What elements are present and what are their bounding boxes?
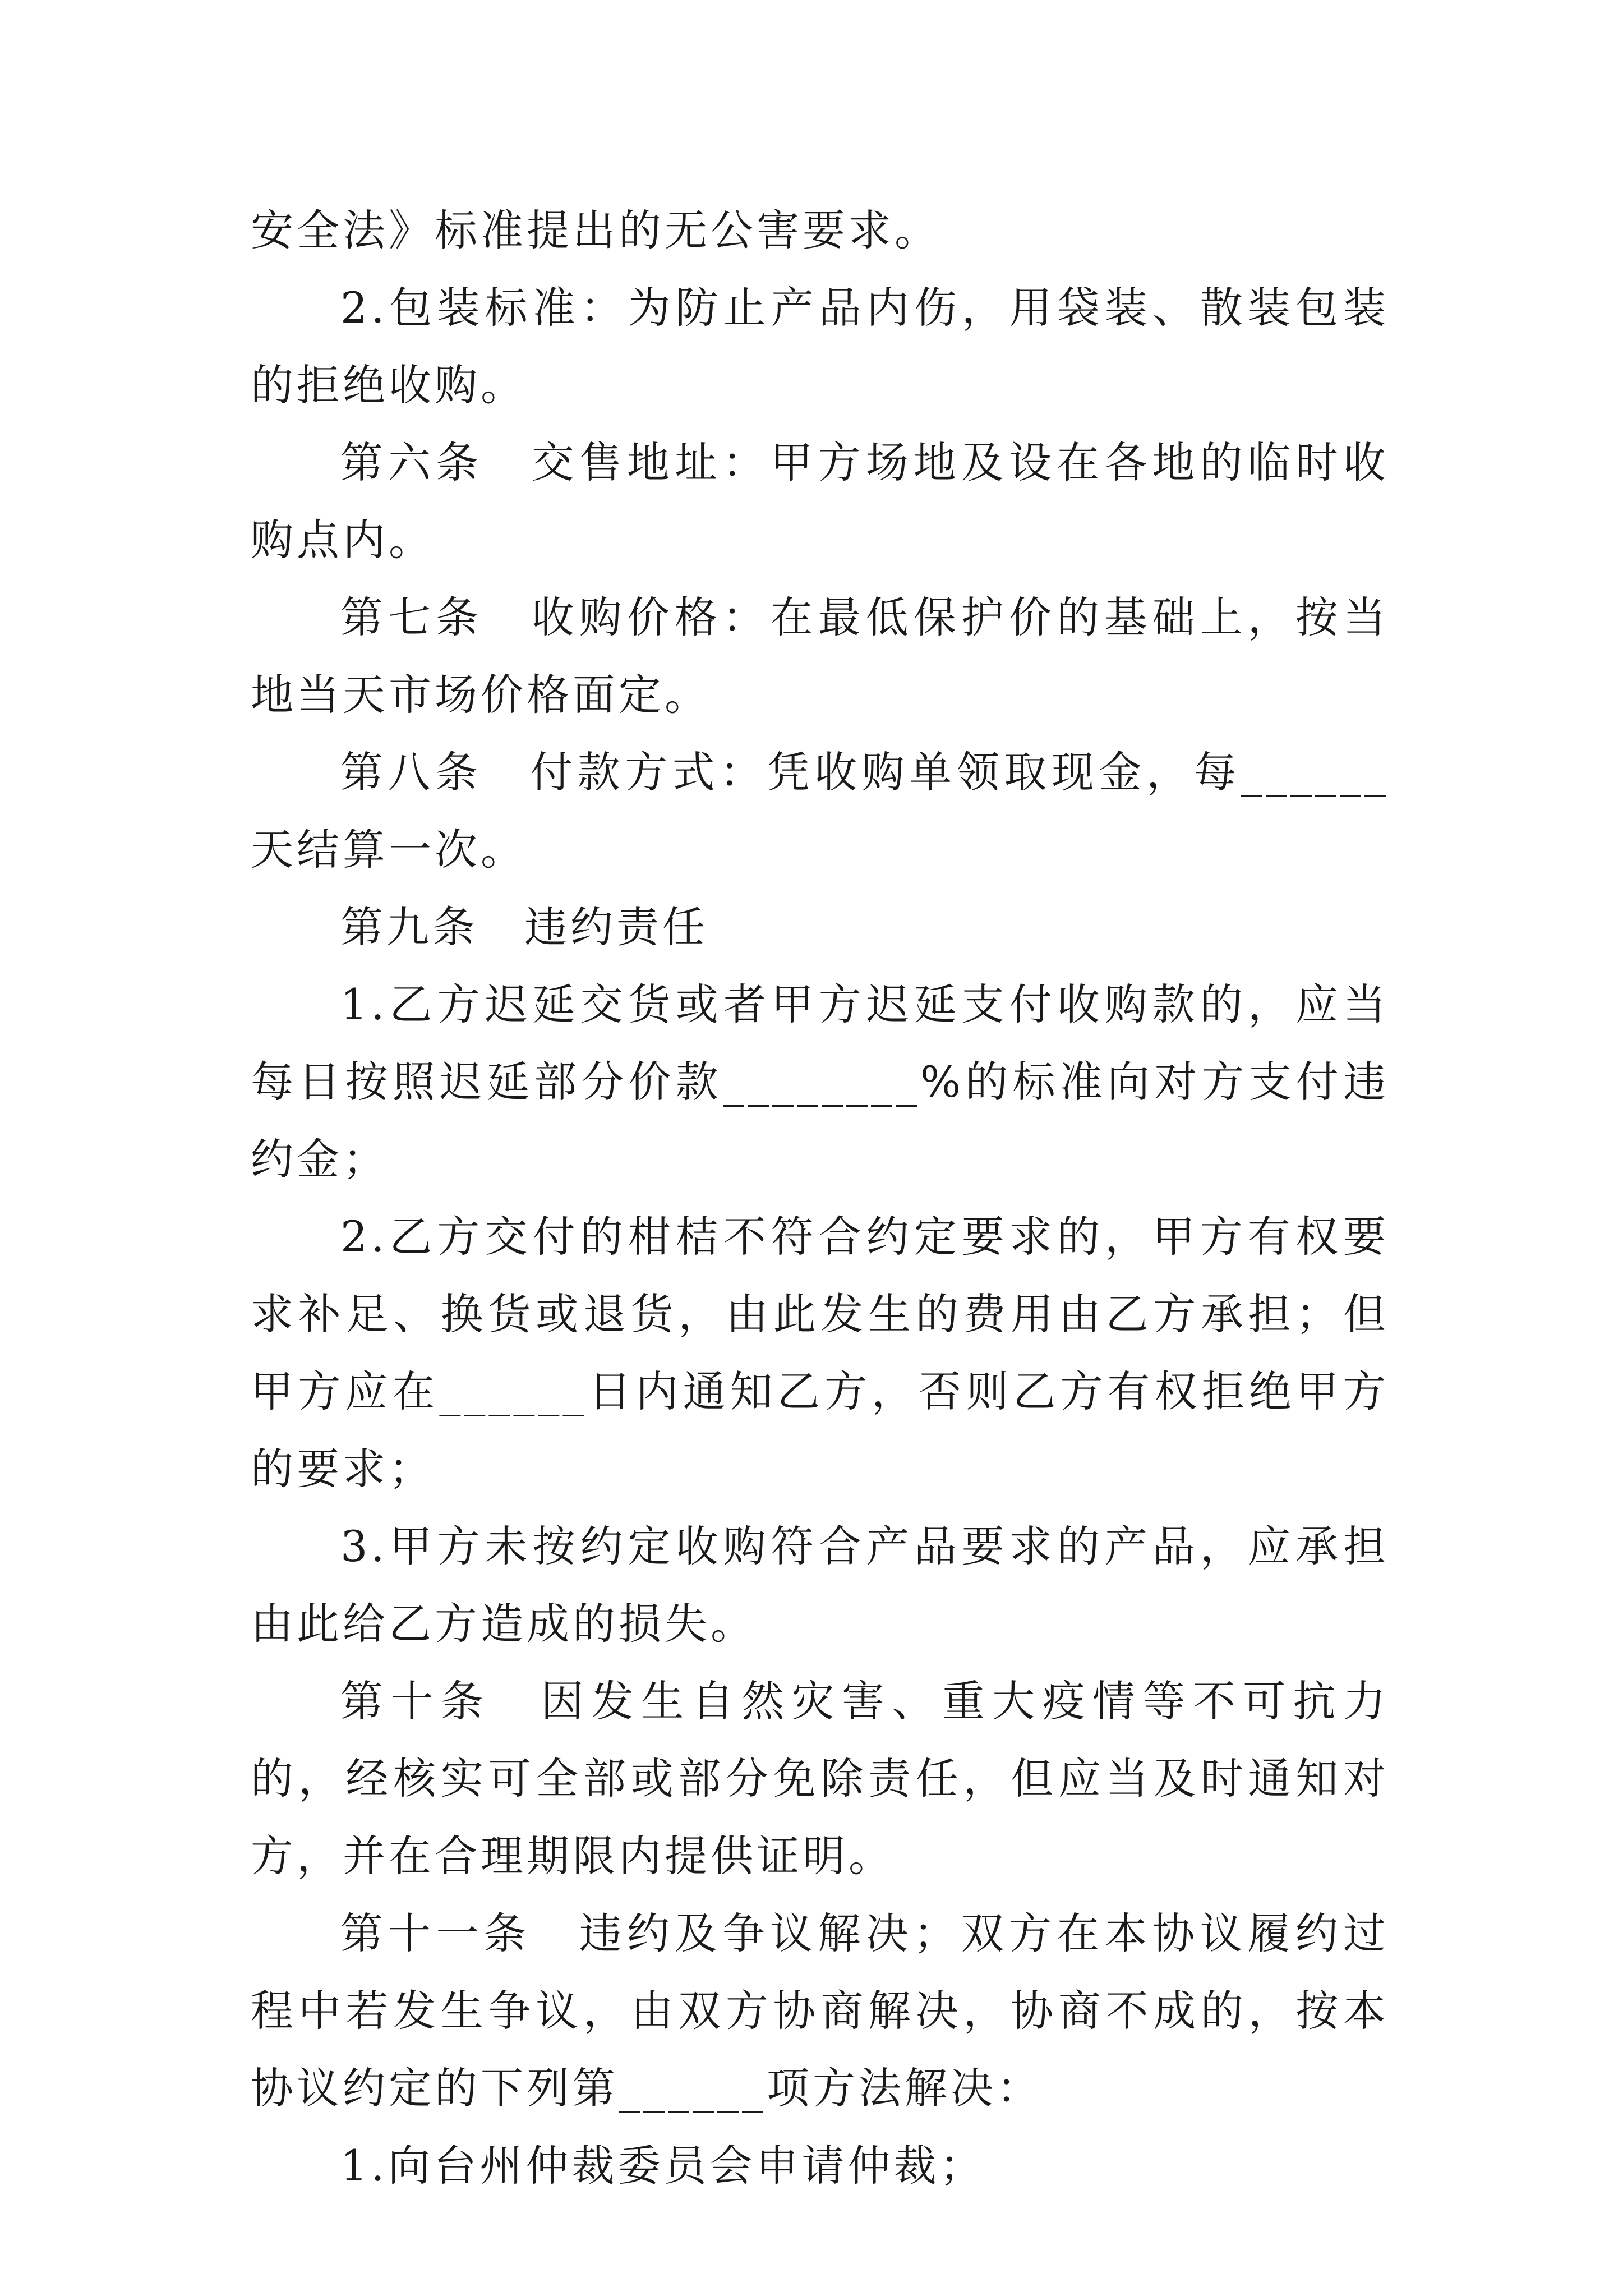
paragraph-article-10: 第十条 因发生自然灾害、重大疫情等不可抗力的，经核实可全部或部分免除责任，但应当及时通知对方，并在合理期限内提供证明。	[251, 1676, 1389, 1881]
paragraph-packaging-standard: 2.包装标准：为防止产品内伤，用袋装、散装包装的拒绝收购。	[251, 283, 1389, 410]
paragraph-article-9-item-2: 2.乙方交付的柑桔不符合约定要求的，甲方有权要求补足、换货或退货，由此发生的费用由乙方承担；但甲方应在______日内通知乙方，否则乙方有权拒绝甲方的要求；	[251, 1212, 1389, 1494]
paragraph-article-6: 第六条 交售地址：甲方场地及设在各地的临时收购点内。	[251, 438, 1389, 565]
paragraph-article-11: 第十一条 违约及争议解决；双方在本协议履约过程中若发生争议，由双方协商解决，协商不成的，按本协议约定的下列第______项方法解决：	[251, 1908, 1389, 2113]
paragraph-food-safety-tail: 安全法》标准提出的无公害要求。	[251, 205, 940, 255]
paragraph-article-9-item-1: 1.乙方迟延交货或者甲方迟延支付收购款的，应当每日按照迟延部分价款________%的标准向对方支付违约金；	[251, 979, 1389, 1184]
document-body	[251, 192, 1389, 2205]
paragraph-article-9-item-3: 3.甲方未按约定收购符合产品要求的产品，应承担由此给乙方造成的损失。	[251, 1521, 1389, 1649]
paragraph-article-9-heading: 第九条 违约责任	[340, 902, 708, 952]
paragraph-article-7: 第七条 收购价格：在最低保护价的基础上，按当地当天市场价格面定。	[251, 592, 1389, 720]
paragraph-article-11-item-1: 1.向台州仲裁委员会申请仲裁；	[340, 2141, 986, 2191]
paragraph-article-8: 第八条 付款方式：凭收购单领取现金，每______天结算一次。	[251, 747, 1389, 875]
